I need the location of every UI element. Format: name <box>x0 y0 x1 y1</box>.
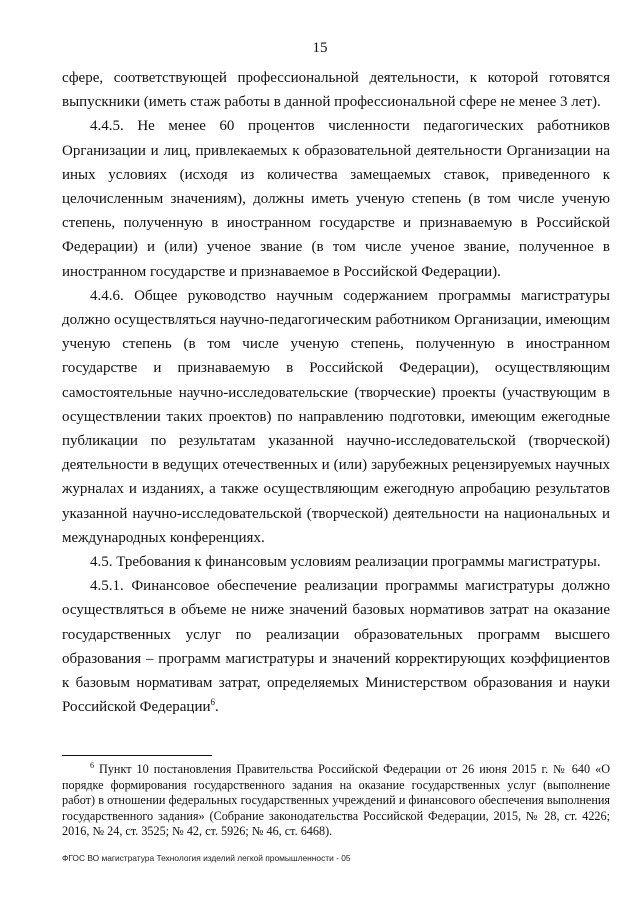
paragraph-4-4-6: 4.4.6. Общее руководство научным содержанием программы магистратуры должно осуществляться научно-педагогическим работником Организации, имеющим ученую степень (в том числе ученую степень, полученную в иностранном государстве и признаваемую в Российской Федерации), осуществляющим самостоятельные научно-исследовательские (творческие) проекты (участвующим в осуществлении таких проектов) по направлению подготовки, имеющим ежегодные публикации по результатам указанной научно-исследовательской (творческой) деятельности в ведущих отечественных и (или) зарубежных рецензируемых научных журналах и изданиях, а также осуществляющим ежегодную апробацию результатов указанной научно-исследовательской (творческой) деятельности на национальных и международных конференциях. <box>62 287 610 546</box>
footnote-separator <box>62 755 212 756</box>
body-text <box>62 66 610 719</box>
document-footer: ФГОС ВО магистратура Технология изделий легкой промышленности - 05 <box>62 853 351 863</box>
footnote-reference: 6 <box>210 697 216 708</box>
footnote: $^6$ Пункт 10 постановления Правительства Российской Федерации от 26 июня 2015 г. № 640 «О порядке формирования государственного задания на оказание государственных услуг (выполнение работ) в отношении федеральных государственных учреждений и финансового обеспечения выполнения государственного задания» (Собрание законодательства Российской Федерации, 2015, № 28, ст. 4226; 2016, № 24, ст. 3525; № 42, ст. 5926; № 46, ст. 6468). <box>62 760 610 839</box>
paragraph-continuation: сфере, соответствующей профессиональной деятельности, к которой готовятся выпускники (иметь стаж работы в данной профессиональной сфере не менее 3 лет). <box>62 70 610 111</box>
paragraph-4-5-1: 4.5.1. Финансовое обеспечение реализации программы магистратуры должно осуществляться в объеме не ниже значений базовых нормативов затрат на оказание государственных услуг по реализации образовательных программ высшего образования – программ магистратуры и значений корректирующих коэффициентов к базовым нормативам затрат, определяемых Министерством образования и науки Российской Федерации$^6$. <box>62 578 610 716</box>
footnote-marker: 6 <box>90 760 94 770</box>
paragraph-4-4-5: 4.4.5. Не менее 60 процентов численности педагогических работников Организации и лиц, привлекаемых к образовательной деятельности Организации на иных условиях (исходя из количества замещаемых ставок, приведенного к целочисленным значениям), должны иметь ученую степень (в том числе ученую степень, полученную в иностранном государстве и признаваемую в Российской Федерации) и (или) ученое звание (в том числе ученое звание, полученное в иностранном государстве и признаваемое в Российской Федерации). <box>62 118 610 280</box>
page-number: 15 <box>312 40 328 56</box>
paragraph-4-5: 4.5. Требования к финансовым условиям реализации программы магистратуры. <box>90 554 601 571</box>
